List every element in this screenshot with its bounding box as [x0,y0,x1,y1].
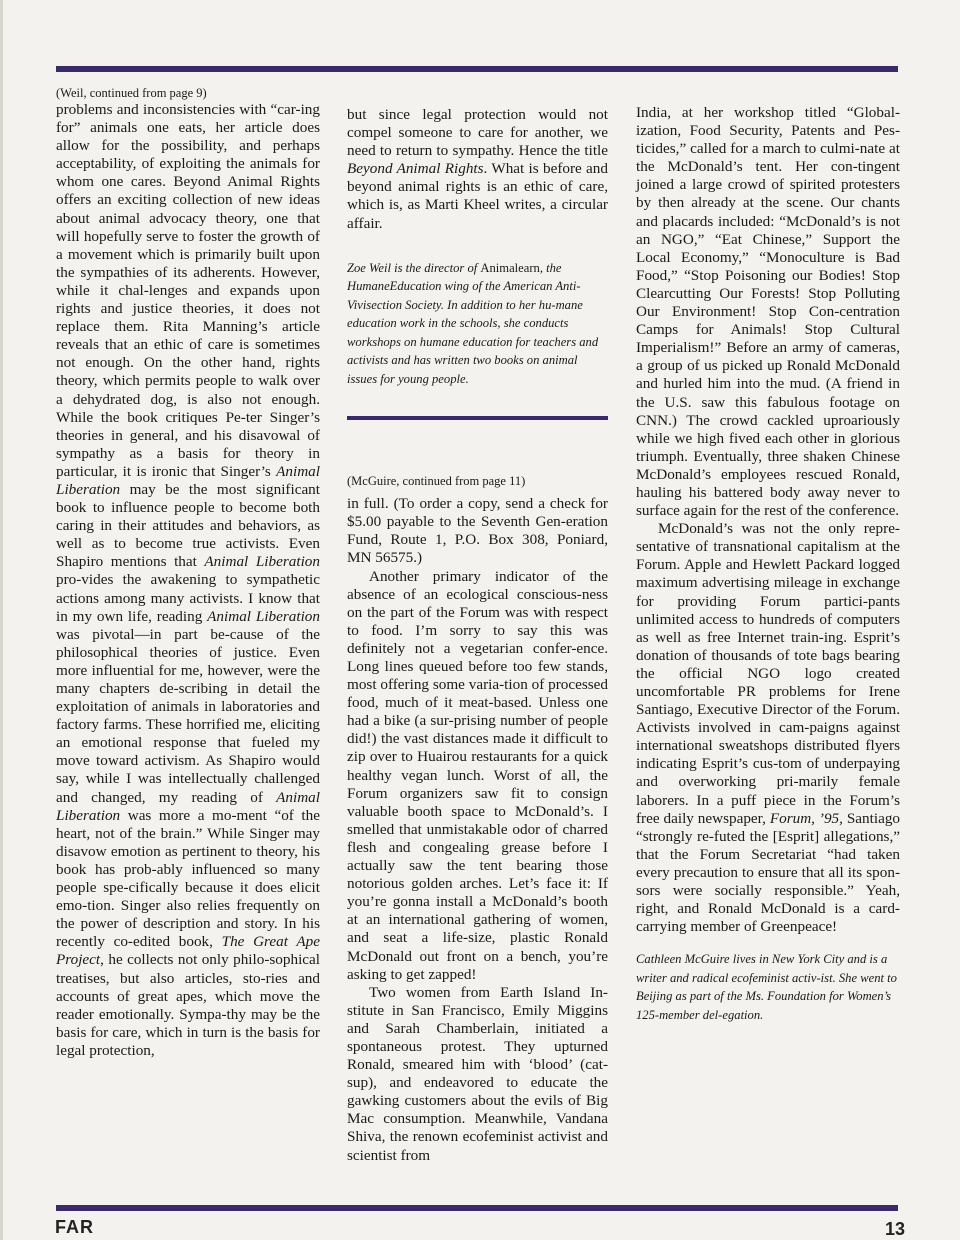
text: problems and inconsistencies with “car-ing for” animals one eats, her article does allow for the possibility, and perhaps acceptability, of exploiting the animals for whom one cares. Beyond Animal Rights offers an exciting collection of new ideas about animal advocacy theory, one that will hopefully serve to foster the growth of a movement which is primarily built upon the sympathies of its adherents. However, while it chal-lenges and expands upon rights and justice theories, it does not replace them. Rita Manning’s article reveals that an ethic of care is sometimes not enough. On the other hand, rights theory, which permits people to walk over a dehydrated dog, is also not enough. While the book critiques Pe-ter Singer’s theories in general, and his disavowal of sympathy as a basis for theory in particular, it is ironic that Singer’s [56,101,320,480]
paragraph: in full. (To order a copy, send a check for $5.00 payable to the Seventh Gen-eration Fund, Route 1, P.O. Box 308, Poniard, MN 56575.) [347,495,608,567]
text: but since legal protection would not compel someone to care for another, we need to return to sympathy. Hence the title [347,106,608,160]
text: was pivotal—in part be-cause of the philosophical theories of justice. Even more influential for me, however, were the many chapters de-scribing in detail the exploitation of animals in laboratories and factory farms. These horrified me, eliciting an emotional response that fueled my move toward activism. As Shapiro would say, while I was intellectually challenged and changed, my reading of [56,625,320,806]
text: pro-vides the awakening to sympathetic actions among many activists. I know that in my own life, reading [56,571,320,625]
text: Zoe Weil is the director of [347,260,481,275]
article-column-2 [347,106,608,1165]
text: was more a mo-ment “of the heart, not of the brain.” While Singer may disavow emotion as pertinent to theory, his book has prob-ably influenced so many people spe-cifically because it does elicit emo-tion. Singer also relies frequently on the power of description and story. In his recently co-edited book, [56,806,320,951]
article-column-1 [56,86,320,1060]
text: McDonald’s was not the only repre-sentative of transnational capitalism at the Forum. Apple and Hewlett Packard logged maximum advertising mileage in exchange for providing Forum partici-pants unlimited access to hundreds of computers as well as free Internet train-ing. Esprit’s donation of thousands of tote bags bearing the official NGO logo created uncomfortable PR problems for Irene Santiago, Executive Director of the Forum. Activists involved in cam-paigns against international sweatshops distributed flyers indicating Esprit’s cus-tom of underpaying and overworking pri-marily female laborers. In a puff piece in the Forum’s free daily newspaper, [636,520,900,827]
page-top-margin [0,0,960,22]
publication-title: Forum, ’95, [769,809,843,827]
book-title: Animal Liberation [56,788,320,824]
paragraph [347,106,608,233]
masthead: FAR [55,1217,94,1237]
book-title: Animal Liberation [204,553,320,571]
paragraph [56,101,320,1060]
header-rule [56,66,898,72]
paragraph: India, at her workshop titled “Global-ization, Food Security, Patents and Pes-ticides,” called for a march to culmi-nate at the McDonald’s tent. Her con-tingent joined a large crowd of spirited protesters by then already at the scene. Our chants and placards included: “McDonald’s is not an NGO,” “Eat Chinese,” Support the Local Economy,” “Monoculture is Bad Food,” “Stop Poisoning our Bodies! Stop Clearcutting Our Forests! Stop Polluting Our Environment! Stop Con-centration Camps for Animals! Stop Cultural Imperialism!” Before an army of cameras, a group of us picked up Ronald McDonald and hurled him into the mud. (A friend in the U.S. saw this fabulous footage on CNN.) The crowd cackled uproariously while we high fived each other in glorious triumph. Eventually, three shaken Chinese McDonald’s employees rescued Ronald, hauling his battered body away never to surface again for the rest of the conference. [636,104,900,520]
book-title: Animal Liberation [56,462,320,498]
page-number: 13 [885,1219,906,1239]
book-title: Beyond Animal Rights [347,160,484,178]
paragraph: Another primary indicator of the absence of an ecological conscious-ness on the part of the Forum was with respect to food. I’m sorry to say this was definitely not a vegetarian confer-ence. Long lines queued before too few stands, most offering some varia-tion of processed food, much of it meat-based. Unless one had a bike (a sur-prising number of people did!) the vast distances made it difficult to zip over to Huairou restaurants for a quick healthy vegan lunch. Worst of all, the Forum organizers saw fit to consign valuable booth space to McDonald’s. I smelled that unmistakable odor of charred flesh and congealing grease before I actually saw the tent bearing those notorious golden arches. Let’s face it: If you’re gonna install a McDonald’s booth at an international gathering of women, and seat a life-size, plastic Ronald McDonald out front on a bench, you’re asking to get zapped! [347,567,608,983]
text: . What is before and beyond animal rights is an ethic of care, which is, as Marti Kheel writes, a circular affair. [347,160,608,232]
article-column-3 [636,104,900,1024]
paragraph [636,520,900,936]
author-bio-weil [347,259,608,389]
page-left-edge [0,0,3,1240]
text: Santiago “strongly re-futed the [Esprit] allegations,” that the Forum Secretariat “had taken every precaution to ensure that all its spon-sors were socially responsible.” Yeah, right, and Ronald McDonald is a card-carrying member of Greenpeace! [636,809,901,936]
text: , he collects not only philo-sophical treatises, but also articles, sto-ries and accounts of great apes, which move the reader emotionally. Sympa-thy may be the basis for care, which in turn is the basis for legal protection, [56,951,320,1059]
footer-rule [56,1205,898,1211]
continued-note: (McGuire, continued from page 11) [347,474,526,489]
author-bio-mcguire: Cathleen McGuire lives in New York City and is a writer and radical ecofeminist activ-ist. She went to Beijing as part of the Ms. Foundation for Women’s 125-member del-egation. [636,952,897,1022]
continued-note: (Weil, continued from page 9) [56,86,207,100]
section-divider [347,416,608,420]
book-title: The Great Ape Project [56,933,320,969]
paragraph: Two women from Earth Island In-stitute in San Francisco, Emily Miggins and Sarah Chamberlain, initiated a spontaneous protest. They upturned Ronald, smeared him with ‘blood’ (cat-sup), and endeavored to educate the gawking customers about the evils of Big Mac consumption. Meanwhile, Vandana Shiva, the renown ecofeminist activist and scientist from [347,983,608,1164]
text: may be the most significant book to influence people to become both caring in their attitudes and behaviors, as well as to become true activists. Even Shapiro mentions that [56,480,320,571]
text: , the HumaneEducation wing of the American Anti-Vivisection Society. In addition to her hu-mane education work in the schools, she conducts workshops on humane education for teachers and activists and has written two books on animal issues for young people. [347,260,599,386]
org-name: Animalearn [480,260,540,275]
book-title: Animal Liberation [207,607,320,625]
